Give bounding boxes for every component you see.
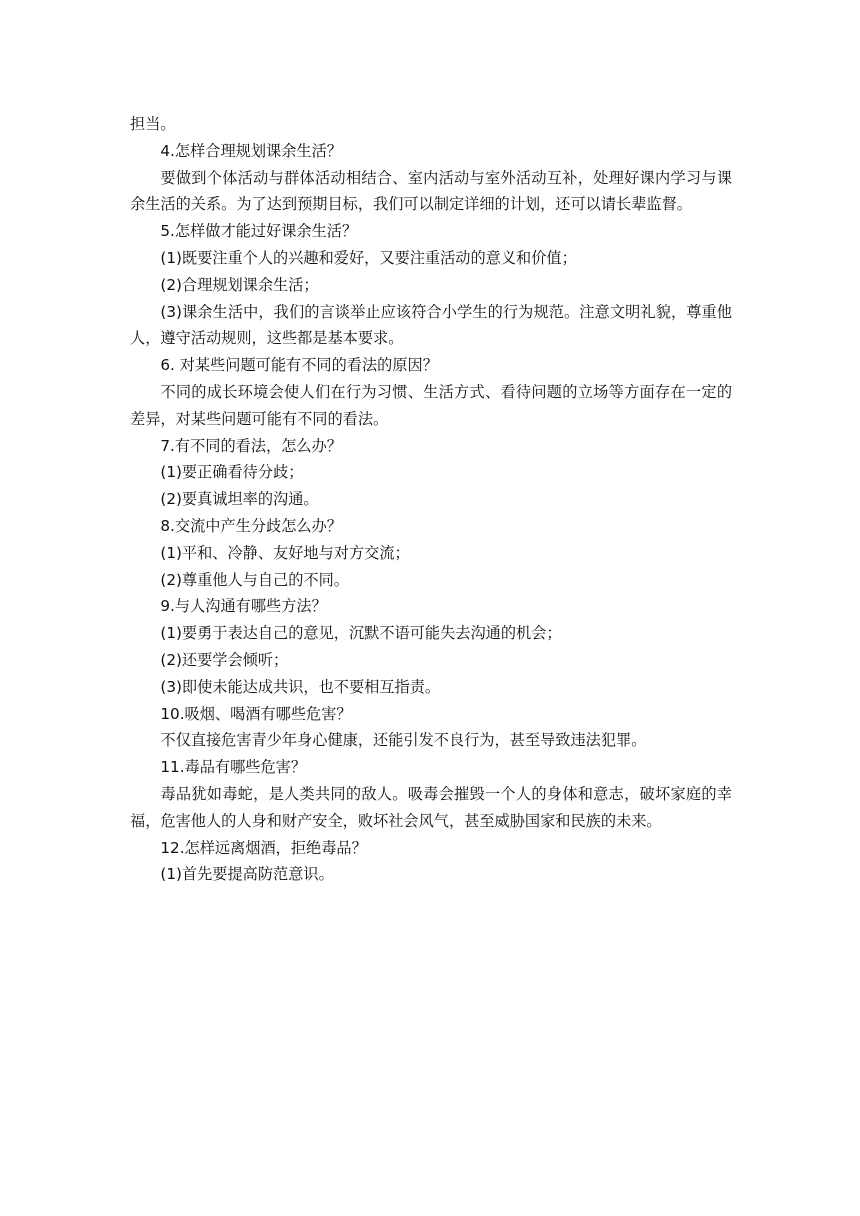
question-heading: 11.毒品有哪些危害？ (160, 758, 307, 777)
question-heading: 8.交流中产生分歧怎么办？ (160, 516, 342, 535)
answer-list-item: (1)既要注重个人的兴趣和爱好，又要注重活动的意义和价值； (160, 248, 577, 267)
answer-list-item: (1)平和、冷静、友好地与对方交流； (160, 543, 410, 562)
continuation-text: 担当。 (130, 115, 176, 133)
answer-list-item: (3)课余生活中，我们的言谈举止应该符合小学生的行为规范。注意文明礼貌，尊重他人，遵守活动规则，这些都是基本要求。 (130, 302, 732, 348)
answer-list-item: (2)要真诚坦率的沟通。 (160, 490, 319, 509)
answer-paragraph: 不同的成长环境会使人们在行为习惯、生活方式、看待问题的立场等方面存在一定的差异，对某些问题可能有不同的看法。 (130, 382, 732, 428)
question-heading: 4.怎样合理规划课余生活？ (160, 141, 342, 160)
document-body (130, 111, 732, 888)
answer-list-item: (1)首先要提高防范意识。 (160, 865, 334, 884)
answer-list-item: (2)尊重他人与自己的不同。 (160, 570, 349, 589)
question-heading: 7.有不同的看法，怎么办？ (160, 436, 342, 455)
question-heading: 10.吸烟、喝酒有哪些危害？ (160, 704, 352, 723)
question-heading: 5.怎样做才能过好课余生活？ (160, 222, 358, 241)
answer-list-item: (1)要正确看待分歧； (160, 463, 304, 482)
answer-list-item: (2)合理规划课余生活； (160, 275, 319, 294)
answer-list-item: (3)即使未能达成共识，也不要相互指责。 (160, 677, 441, 696)
question-heading: 6. 对某些问题可能有不同的看法的原因？ (160, 356, 438, 375)
question-heading: 12.怎样远离烟酒，拒绝毒品？ (160, 838, 367, 857)
answer-paragraph: 要做到个体活动与群体活动相结合、室内活动与室外活动互补，处理好课内学习与课余生活的关系。为了达到预期目标，我们可以制定详细的计划，还可以请长辈监督。 (130, 168, 732, 214)
answer-paragraph: 毒品犹如毒蛇，是人类共同的敌人。吸毒会摧毁一个人的身体和意志，破坏家庭的幸福，危害他人的人身和财产安全，败坏社会风气，甚至威胁国家和民族的未来。 (130, 784, 732, 830)
answer-paragraph: 不仅直接危害青少年身心健康，还能引发不良行为，甚至导致违法犯罪。 (160, 731, 647, 750)
answer-list-item: (2)还要学会倾听； (160, 650, 289, 669)
answer-list-item: (1)要勇于表达自己的意见，沉默不语可能失去沟通的机会； (160, 624, 562, 643)
question-heading: 9.与人沟通有哪些方法？ (160, 597, 327, 616)
